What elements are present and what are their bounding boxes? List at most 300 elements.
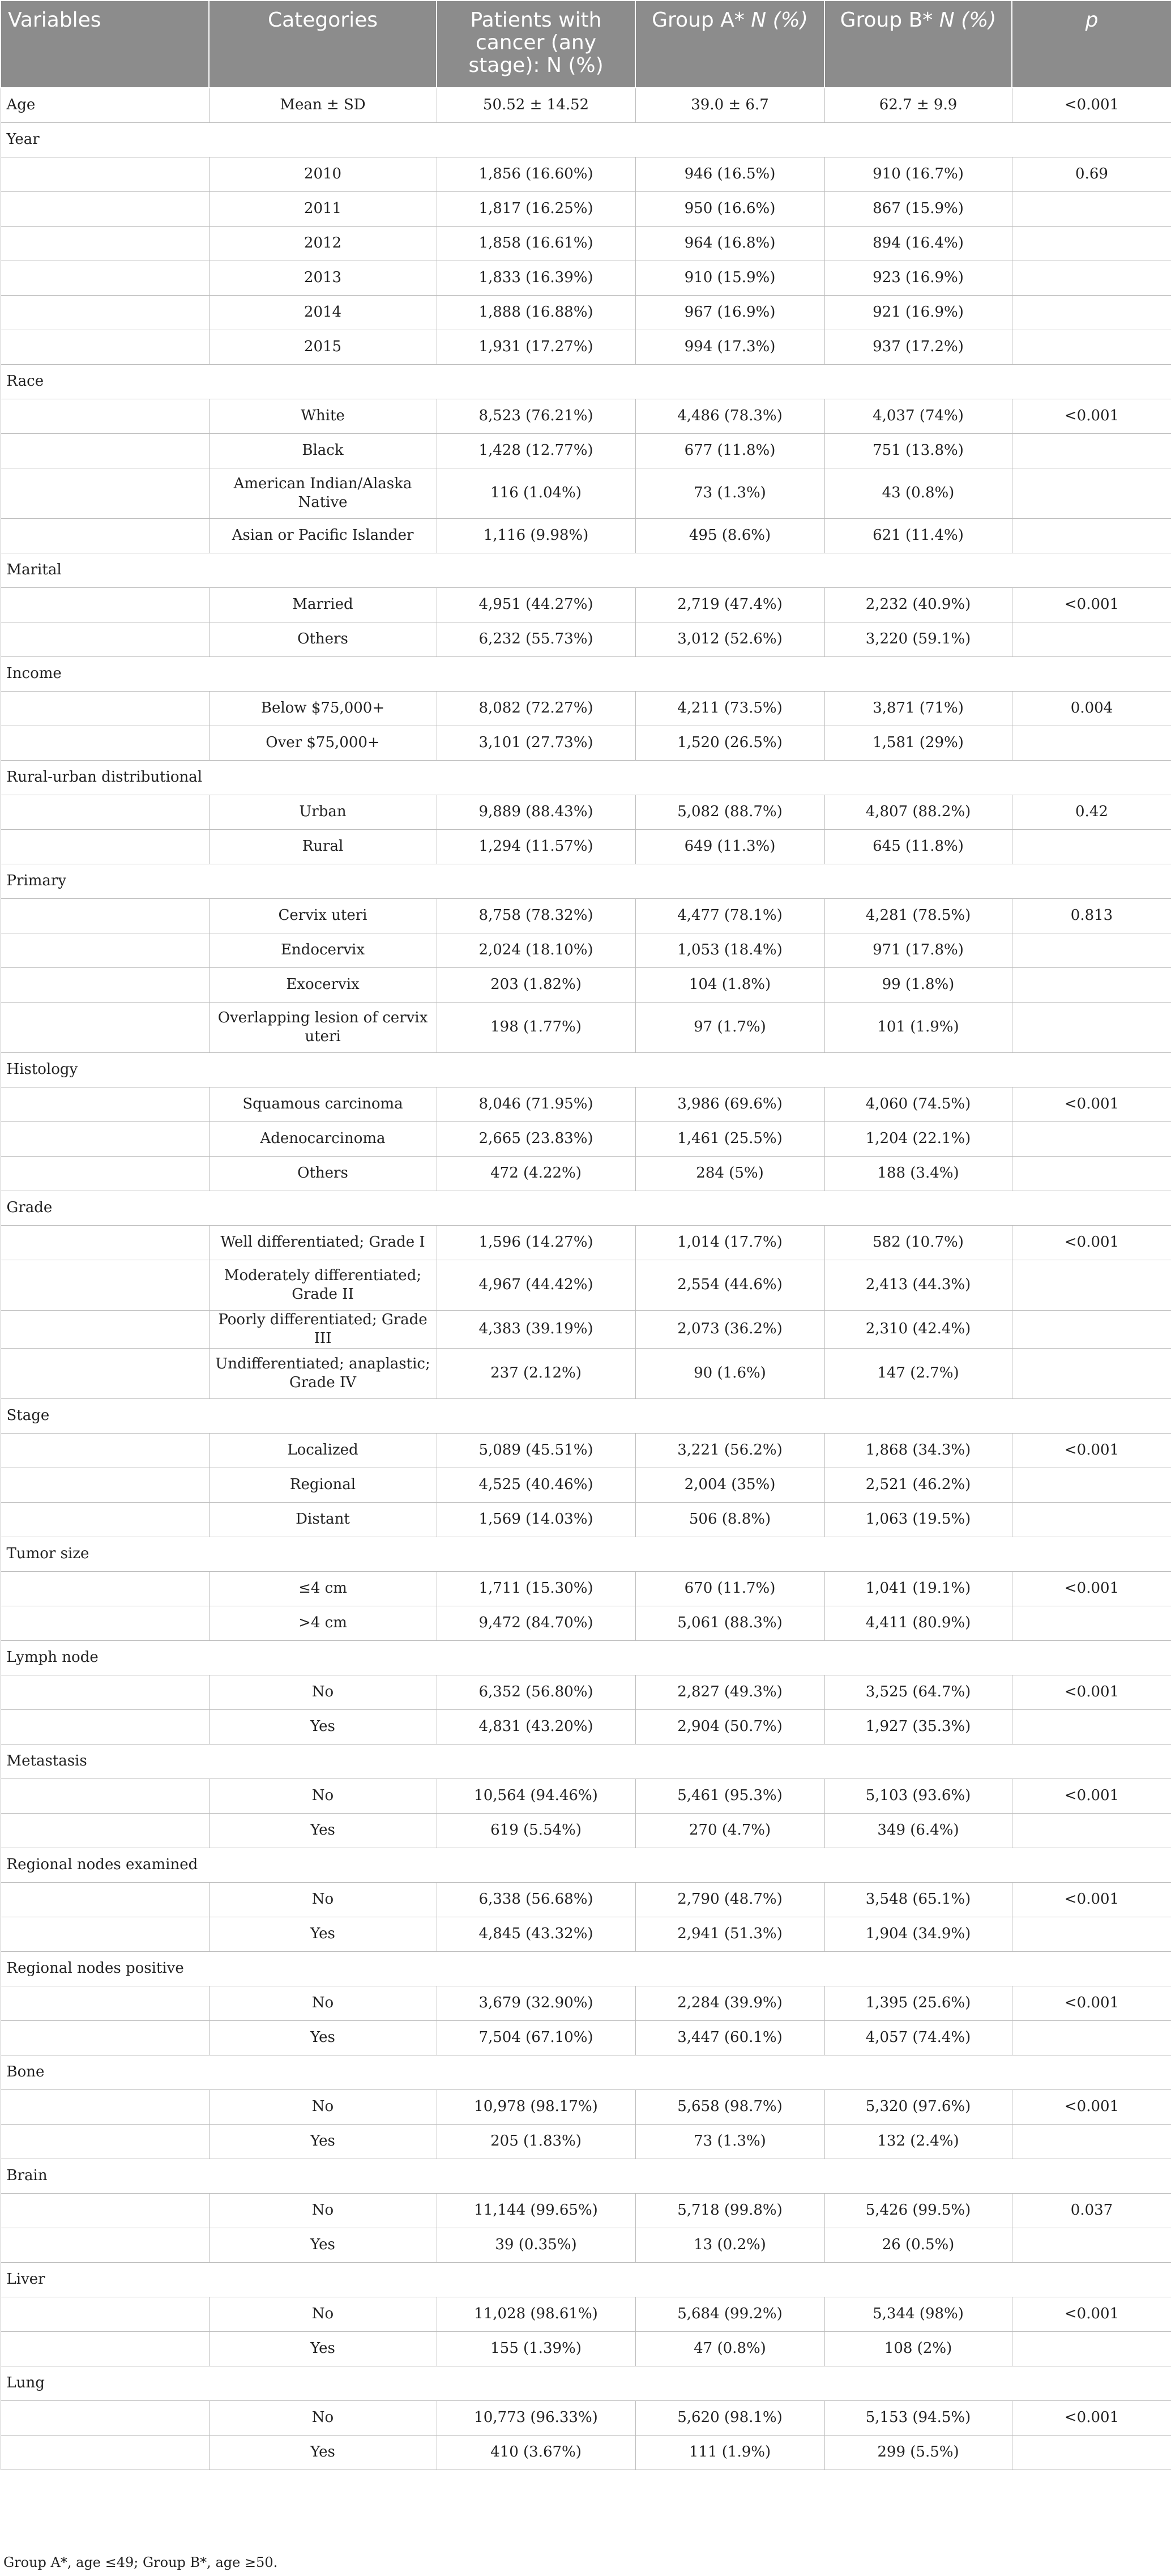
- variable-cell: [1, 1571, 209, 1606]
- total-patients-cell: 10,978 (98.17%): [437, 2089, 635, 2124]
- group-b-cell: 349 (6.4%): [824, 1813, 1012, 1848]
- table-row: [1, 191, 1171, 226]
- group-b-cell: 1,904 (34.9%): [824, 1917, 1012, 1951]
- group-b-cell: 937 (17.2%): [824, 330, 1012, 364]
- total-patients-cell: 410 (3.67%): [437, 2435, 635, 2470]
- p-value-cell: <0.001: [1012, 399, 1171, 433]
- variable-cell: [1, 157, 209, 191]
- group-b-cell: 108 (2%): [824, 2331, 1012, 2366]
- variable-cell: [1, 898, 209, 933]
- total-patients-cell: 1,856 (16.60%): [437, 157, 635, 191]
- group-a-cell: 90 (1.6%): [635, 1348, 824, 1398]
- category-cell: Yes: [209, 1709, 437, 1744]
- table-group-row: [1, 1640, 1171, 1675]
- group-a-cell: 2,790 (48.7%): [635, 1882, 824, 1917]
- total-patients-cell: 6,352 (56.80%): [437, 1675, 635, 1709]
- total-patients-cell: 472 (4.22%): [437, 1156, 635, 1191]
- total-patients-cell: 10,773 (96.33%): [437, 2400, 635, 2435]
- total-patients-cell: 4,525 (40.46%): [437, 1468, 635, 1502]
- group-b-cell: 1,041 (19.1%): [824, 1571, 1012, 1606]
- category-cell: Overlapping lesion of cervix uteri: [209, 1002, 437, 1052]
- group-b-cell: 1,204 (22.1%): [824, 1121, 1012, 1156]
- table-group-row: [1, 2262, 1171, 2297]
- table-row: [1, 2124, 1171, 2159]
- variable-cell: [1, 1709, 209, 1744]
- p-value-cell: 0.004: [1012, 691, 1171, 726]
- variable-cell: [1, 587, 209, 622]
- table-group-row: [1, 553, 1171, 587]
- variable-group-label: Regional nodes examined: [1, 1848, 1171, 1882]
- variable-group-label: Year: [1, 122, 1171, 157]
- category-cell: Others: [209, 622, 437, 656]
- header-group-a-unit: N (%): [751, 8, 808, 32]
- total-patients-cell: 1,596 (14.27%): [437, 1225, 635, 1260]
- total-patients-cell: 3,679 (32.90%): [437, 1986, 635, 2020]
- category-cell: Poorly differentiated; Grade III: [209, 1310, 437, 1348]
- total-patients-cell: 39 (0.35%): [437, 2228, 635, 2262]
- group-b-cell: 99 (1.8%): [824, 967, 1012, 1002]
- variable-cell: [1, 2331, 209, 2366]
- variable-group-label: Tumor size: [1, 1537, 1171, 1571]
- group-b-cell: 188 (3.4%): [824, 1156, 1012, 1191]
- variable-group-label: Metastasis: [1, 1744, 1171, 1779]
- variable-cell: [1, 2124, 209, 2159]
- group-b-cell: 3,525 (64.7%): [824, 1675, 1012, 1709]
- table-row: [1, 587, 1171, 622]
- group-b-cell: 2,413 (44.3%): [824, 1260, 1012, 1310]
- p-value-cell: [1012, 518, 1171, 553]
- total-patients-cell: 8,758 (78.32%): [437, 898, 635, 933]
- variable-cell: [1, 191, 209, 226]
- table-row: [1, 518, 1171, 553]
- category-cell: 2015: [209, 330, 437, 364]
- table-row: [1, 88, 1171, 122]
- table-row: [1, 1917, 1171, 1951]
- p-value-cell: [1012, 726, 1171, 760]
- variable-cell: [1, 1779, 209, 1813]
- p-value-cell: [1012, 829, 1171, 864]
- category-cell: No: [209, 1986, 437, 2020]
- total-patients-cell: 198 (1.77%): [437, 1002, 635, 1052]
- p-value-cell: <0.001: [1012, 2400, 1171, 2435]
- category-cell: Yes: [209, 1813, 437, 1848]
- total-patients-cell: 11,028 (98.61%): [437, 2297, 635, 2331]
- variable-cell: [1, 1433, 209, 1468]
- group-b-cell: 910 (16.7%): [824, 157, 1012, 191]
- total-patients-cell: 1,888 (16.88%): [437, 295, 635, 330]
- table-row: [1, 2228, 1171, 2262]
- total-patients-cell: 116 (1.04%): [437, 468, 635, 518]
- table-group-row: [1, 1951, 1171, 1986]
- table-row: [1, 1156, 1171, 1191]
- group-b-cell: 26 (0.5%): [824, 2228, 1012, 2262]
- group-a-cell: 1,053 (18.4%): [635, 933, 824, 967]
- variable-cell: [1, 1121, 209, 1156]
- category-cell: Others: [209, 1156, 437, 1191]
- table-row: [1, 1002, 1171, 1052]
- category-cell: 2013: [209, 261, 437, 295]
- category-cell: Localized: [209, 1433, 437, 1468]
- group-a-cell: 73 (1.3%): [635, 2124, 824, 2159]
- variable-cell: [1, 295, 209, 330]
- group-b-cell: 645 (11.8%): [824, 829, 1012, 864]
- variable-cell: [1, 468, 209, 518]
- table-row: [1, 2089, 1171, 2124]
- group-a-cell: 3,447 (60.1%): [635, 2020, 824, 2055]
- group-b-cell: 4,057 (74.4%): [824, 2020, 1012, 2055]
- p-value-cell: [1012, 1260, 1171, 1310]
- group-a-cell: 97 (1.7%): [635, 1002, 824, 1052]
- group-b-cell: 4,281 (78.5%): [824, 898, 1012, 933]
- table-header: [1, 1, 1171, 88]
- table-row: [1, 795, 1171, 829]
- group-a-cell: 2,073 (36.2%): [635, 1310, 824, 1348]
- table-row: [1, 1709, 1171, 1744]
- category-cell: Yes: [209, 2124, 437, 2159]
- variable-cell: [1, 622, 209, 656]
- total-patients-cell: 6,338 (56.68%): [437, 1882, 635, 1917]
- p-value-cell: [1012, 433, 1171, 468]
- total-patients-cell: 1,817 (16.25%): [437, 191, 635, 226]
- table-row: [1, 1468, 1171, 1502]
- table-row: [1, 1348, 1171, 1398]
- group-a-cell: 5,684 (99.2%): [635, 2297, 824, 2331]
- variable-cell: [1, 1502, 209, 1537]
- group-b-cell: 1,063 (19.5%): [824, 1502, 1012, 1537]
- group-a-cell: 270 (4.7%): [635, 1813, 824, 1848]
- variable-cell: [1, 795, 209, 829]
- p-value-cell: [1012, 2435, 1171, 2470]
- header-variables: Variables: [1, 1, 209, 88]
- group-a-cell: 4,477 (78.1%): [635, 898, 824, 933]
- category-cell: >4 cm: [209, 1606, 437, 1640]
- group-b-cell: 101 (1.9%): [824, 1002, 1012, 1052]
- variable-group-label: Bone: [1, 2055, 1171, 2089]
- category-cell: Undifferentiated; anaplastic; Grade IV: [209, 1348, 437, 1398]
- table-row: [1, 2331, 1171, 2366]
- category-cell: 2011: [209, 191, 437, 226]
- total-patients-cell: 1,428 (12.77%): [437, 433, 635, 468]
- group-b-cell: 894 (16.4%): [824, 226, 1012, 261]
- p-value-cell: 0.813: [1012, 898, 1171, 933]
- variable-cell: [1, 433, 209, 468]
- category-cell: No: [209, 1882, 437, 1917]
- total-patients-cell: 50.52 ± 14.52: [437, 88, 635, 122]
- table-group-row: [1, 656, 1171, 691]
- variable-cell: [1, 1675, 209, 1709]
- group-b-cell: 147 (2.7%): [824, 1348, 1012, 1398]
- p-value-cell: [1012, 1917, 1171, 1951]
- variable-cell: [1, 399, 209, 433]
- p-value-cell: <0.001: [1012, 1087, 1171, 1121]
- category-cell: Black: [209, 433, 437, 468]
- group-a-cell: 2,719 (47.4%): [635, 587, 824, 622]
- table-group-row: [1, 864, 1171, 898]
- group-b-cell: 923 (16.9%): [824, 261, 1012, 295]
- variable-group-label: Brain: [1, 2159, 1171, 2193]
- variable-cell: [1, 726, 209, 760]
- p-value-cell: <0.001: [1012, 2089, 1171, 2124]
- variable-cell: [1, 1260, 209, 1310]
- table-row: [1, 967, 1171, 1002]
- group-b-cell: 1,868 (34.3%): [824, 1433, 1012, 1468]
- category-cell: No: [209, 1779, 437, 1813]
- group-b-cell: 3,871 (71%): [824, 691, 1012, 726]
- group-a-cell: 5,658 (98.7%): [635, 2089, 824, 2124]
- group-b-cell: 5,320 (97.6%): [824, 2089, 1012, 2124]
- table-group-row: [1, 2055, 1171, 2089]
- table-row: [1, 468, 1171, 518]
- category-cell: Over $75,000+: [209, 726, 437, 760]
- variable-cell: [1, 1606, 209, 1640]
- variable-cell: [1, 226, 209, 261]
- variable-cell: [1, 1002, 209, 1052]
- table-row: [1, 1986, 1171, 2020]
- p-value-cell: <0.001: [1012, 1571, 1171, 1606]
- variable-cell: [1, 1156, 209, 1191]
- table-row: [1, 898, 1171, 933]
- table-row: [1, 1310, 1171, 1348]
- group-b-cell: 5,153 (94.5%): [824, 2400, 1012, 2435]
- table-group-row: [1, 760, 1171, 795]
- variable-group-label: Rural-urban distributional: [1, 760, 1171, 795]
- table-row: [1, 691, 1171, 726]
- group-a-cell: 5,620 (98.1%): [635, 2400, 824, 2435]
- group-a-cell: 4,486 (78.3%): [635, 399, 824, 433]
- total-patients-cell: 205 (1.83%): [437, 2124, 635, 2159]
- header-p-value: [1012, 1, 1171, 88]
- table-row: [1, 1260, 1171, 1310]
- variable-cell: [1, 2400, 209, 2435]
- total-patients-cell: 1,858 (16.61%): [437, 226, 635, 261]
- variable-cell: [1, 261, 209, 295]
- group-b-cell: 1,581 (29%): [824, 726, 1012, 760]
- variable-group-label: Stage: [1, 1398, 1171, 1433]
- group-a-cell: 994 (17.3%): [635, 330, 824, 364]
- category-cell: Cervix uteri: [209, 898, 437, 933]
- category-cell: American Indian/Alaska Native: [209, 468, 437, 518]
- p-value-cell: <0.001: [1012, 1779, 1171, 1813]
- group-a-cell: 950 (16.6%): [635, 191, 824, 226]
- category-cell: No: [209, 2297, 437, 2331]
- variable-cell: [1, 2020, 209, 2055]
- p-value-cell: [1012, 933, 1171, 967]
- header-p-label: p: [1085, 8, 1099, 32]
- p-value-cell: <0.001: [1012, 1225, 1171, 1260]
- table-row: [1, 226, 1171, 261]
- p-value-cell: <0.001: [1012, 1675, 1171, 1709]
- variable-cell: [1, 2228, 209, 2262]
- table-group-row: [1, 1191, 1171, 1225]
- category-cell: No: [209, 1675, 437, 1709]
- table-row: [1, 2297, 1171, 2331]
- table-row: [1, 1813, 1171, 1848]
- p-value-cell: [1012, 1813, 1171, 1848]
- p-value-cell: <0.001: [1012, 1882, 1171, 1917]
- header-group-b-unit: N (%): [939, 8, 997, 32]
- header-group-a: [635, 1, 824, 88]
- category-cell: Adenocarcinoma: [209, 1121, 437, 1156]
- total-patients-cell: 3,101 (27.73%): [437, 726, 635, 760]
- p-value-cell: [1012, 1468, 1171, 1502]
- table-body: [1, 88, 1171, 2470]
- group-a-cell: 5,061 (88.3%): [635, 1606, 824, 1640]
- group-b-cell: 751 (13.8%): [824, 433, 1012, 468]
- category-cell: No: [209, 2089, 437, 2124]
- header-categories: Categories: [209, 1, 437, 88]
- category-cell: Moderately differentiated; Grade II: [209, 1260, 437, 1310]
- table-row: [1, 157, 1171, 191]
- category-cell: ≤4 cm: [209, 1571, 437, 1606]
- variable-cell: [1, 1087, 209, 1121]
- group-a-cell: 104 (1.8%): [635, 967, 824, 1002]
- p-value-cell: [1012, 1348, 1171, 1398]
- p-value-cell: 0.69: [1012, 157, 1171, 191]
- total-patients-cell: 1,294 (11.57%): [437, 829, 635, 864]
- p-value-cell: [1012, 2124, 1171, 2159]
- group-b-cell: 3,548 (65.1%): [824, 1882, 1012, 1917]
- group-b-cell: 971 (17.8%): [824, 933, 1012, 967]
- total-patients-cell: 8,046 (71.95%): [437, 1087, 635, 1121]
- total-patients-cell: 5,089 (45.51%): [437, 1433, 635, 1468]
- table-row: [1, 1225, 1171, 1260]
- category-cell: 2012: [209, 226, 437, 261]
- p-value-cell: [1012, 1310, 1171, 1348]
- variable-group-label: Lung: [1, 2366, 1171, 2400]
- total-patients-cell: 1,931 (17.27%): [437, 330, 635, 364]
- table-group-row: [1, 2366, 1171, 2400]
- p-value-cell: 0.037: [1012, 2193, 1171, 2228]
- total-patients-cell: 619 (5.54%): [437, 1813, 635, 1848]
- table-row: [1, 1087, 1171, 1121]
- group-a-cell: 39.0 ± 6.7: [635, 88, 824, 122]
- total-patients-cell: 9,472 (84.70%): [437, 1606, 635, 1640]
- group-a-cell: 495 (8.6%): [635, 518, 824, 553]
- category-cell: White: [209, 399, 437, 433]
- total-patients-cell: 155 (1.39%): [437, 2331, 635, 2366]
- total-patients-cell: 237 (2.12%): [437, 1348, 635, 1398]
- category-cell: 2010: [209, 157, 437, 191]
- p-value-cell: [1012, 295, 1171, 330]
- table-row: [1, 829, 1171, 864]
- p-value-cell: [1012, 261, 1171, 295]
- p-value-cell: <0.001: [1012, 88, 1171, 122]
- category-cell: Endocervix: [209, 933, 437, 967]
- table-row: [1, 2020, 1171, 2055]
- p-value-cell: 0.42: [1012, 795, 1171, 829]
- p-value-cell: [1012, 226, 1171, 261]
- header-row: [1, 1, 1171, 88]
- group-a-cell: 284 (5%): [635, 1156, 824, 1191]
- variable-cell: [1, 2193, 209, 2228]
- total-patients-cell: 4,383 (39.19%): [437, 1310, 635, 1348]
- group-a-cell: 3,986 (69.6%): [635, 1087, 824, 1121]
- variable-cell: [1, 1225, 209, 1260]
- table-footnote: Group A*, age ≤49; Group B*, age ≥50.: [3, 2554, 278, 2570]
- p-value-cell: [1012, 967, 1171, 1002]
- category-cell: Yes: [209, 2331, 437, 2366]
- total-patients-cell: 1,711 (15.30%): [437, 1571, 635, 1606]
- variable-cell: [1, 1813, 209, 1848]
- table-group-row: [1, 1744, 1171, 1779]
- total-patients-cell: 1,116 (9.98%): [437, 518, 635, 553]
- table-row: [1, 2435, 1171, 2470]
- group-a-cell: 1,520 (26.5%): [635, 726, 824, 760]
- variable-group-label: Marital: [1, 553, 1171, 587]
- group-b-cell: 2,310 (42.4%): [824, 1310, 1012, 1348]
- group-a-cell: 2,554 (44.6%): [635, 1260, 824, 1310]
- group-a-cell: 13 (0.2%): [635, 2228, 824, 2262]
- p-value-cell: [1012, 1156, 1171, 1191]
- category-cell: Yes: [209, 2020, 437, 2055]
- table-row: [1, 622, 1171, 656]
- group-a-cell: 2,284 (39.9%): [635, 1986, 824, 2020]
- table-row: [1, 1882, 1171, 1917]
- table-row: [1, 261, 1171, 295]
- variable-cell: [1, 933, 209, 967]
- p-value-cell: [1012, 1709, 1171, 1744]
- group-a-cell: 5,082 (88.7%): [635, 795, 824, 829]
- category-cell: Yes: [209, 2228, 437, 2262]
- group-b-cell: 867 (15.9%): [824, 191, 1012, 226]
- group-a-cell: 2,904 (50.7%): [635, 1709, 824, 1744]
- p-value-cell: [1012, 468, 1171, 518]
- table-row: [1, 1571, 1171, 1606]
- table-row: [1, 1121, 1171, 1156]
- category-cell: Exocervix: [209, 967, 437, 1002]
- group-a-cell: 1,461 (25.5%): [635, 1121, 824, 1156]
- variable-cell: [1, 1917, 209, 1951]
- group-a-cell: 4,211 (73.5%): [635, 691, 824, 726]
- variable-cell: [1, 967, 209, 1002]
- table-row: [1, 726, 1171, 760]
- header-group-b-label: Group B*: [840, 8, 939, 32]
- group-b-cell: 921 (16.9%): [824, 295, 1012, 330]
- p-value-cell: [1012, 622, 1171, 656]
- category-cell: Rural: [209, 829, 437, 864]
- category-cell: No: [209, 2400, 437, 2435]
- table-row: [1, 1502, 1171, 1537]
- group-a-cell: 111 (1.9%): [635, 2435, 824, 2470]
- p-value-cell: [1012, 1121, 1171, 1156]
- p-value-cell: [1012, 330, 1171, 364]
- category-cell: Yes: [209, 2435, 437, 2470]
- group-b-cell: 582 (10.7%): [824, 1225, 1012, 1260]
- table-row: [1, 1606, 1171, 1640]
- table-row: [1, 2193, 1171, 2228]
- variable-cell: [1, 1310, 209, 1348]
- group-b-cell: 132 (2.4%): [824, 2124, 1012, 2159]
- group-b-cell: 5,344 (98%): [824, 2297, 1012, 2331]
- table-group-row: [1, 2159, 1171, 2193]
- group-b-cell: 2,232 (40.9%): [824, 587, 1012, 622]
- p-value-cell: [1012, 1606, 1171, 1640]
- category-cell: Mean ± SD: [209, 88, 437, 122]
- group-b-cell: 4,411 (80.9%): [824, 1606, 1012, 1640]
- group-a-cell: 910 (15.9%): [635, 261, 824, 295]
- group-a-cell: 964 (16.8%): [635, 226, 824, 261]
- group-a-cell: 1,014 (17.7%): [635, 1225, 824, 1260]
- total-patients-cell: 8,082 (72.27%): [437, 691, 635, 726]
- group-a-cell: 3,221 (56.2%): [635, 1433, 824, 1468]
- total-patients-cell: 10,564 (94.46%): [437, 1779, 635, 1813]
- variable-cell: [1, 829, 209, 864]
- p-value-cell: <0.001: [1012, 1986, 1171, 2020]
- table-row: [1, 295, 1171, 330]
- variable-group-label: Primary: [1, 864, 1171, 898]
- table-group-row: [1, 1848, 1171, 1882]
- group-a-cell: 73 (1.3%): [635, 468, 824, 518]
